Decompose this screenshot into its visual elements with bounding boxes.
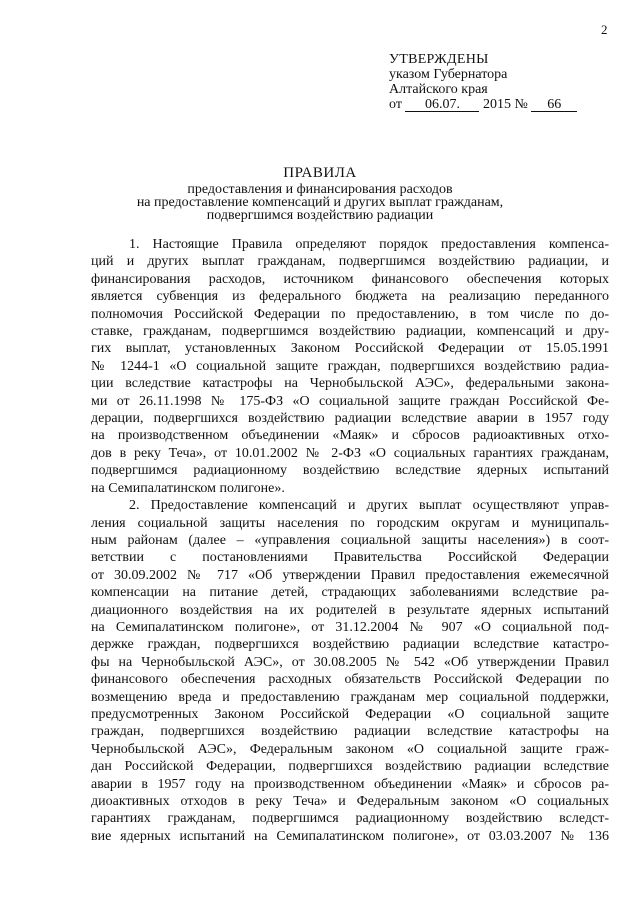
paragraph-line: ставке, гражданам, подвергшимся воздействию радиации, компенсаций и дру-	[91, 324, 609, 340]
page-number: 2	[601, 22, 608, 37]
approval-date-prefix: от	[389, 97, 402, 112]
paragraph-line: ций и других выплат гражданам, подвергшимся воздействию радиации, и	[91, 254, 609, 270]
paragraph-line: ветствии с постановлениями Правительства Российской Федерации	[91, 550, 609, 566]
paragraph-line: компенсации на питание детей, страдающих заболеваниями вследствие ра-	[91, 585, 609, 601]
paragraph-line: на Семипалатинском полигоне», от 31.12.2004 № 907 «О социальной под-	[91, 619, 609, 635]
approval-region: Алтайского края	[389, 82, 488, 97]
paragraph-line: гих выплат, установленных Законом Российской Федерации от 15.05.1991	[91, 341, 609, 357]
paragraph-line: является субвенция из федерального бюджета на реализацию переданного	[91, 289, 609, 305]
approval-heading: УТВЕРЖДЕНЫ	[389, 52, 489, 67]
approval-year: 2015 №	[482, 97, 528, 112]
paragraph-line: фы на Чернобыльской АЭС», от 30.08.2005 № 542 «Об утверждении Правил	[91, 654, 609, 670]
paragraph-line: возмещению вреда и предоставлению гражданам мер социальной поддержки,	[91, 689, 609, 705]
approval-issuer: указом Губернатора	[389, 67, 508, 82]
paragraph-line: финансирования расходов, источником финансового обеспечения которых	[91, 271, 609, 287]
paragraph-line: подвергшимся радиационному воздействию вследствие ядерных испытаний	[91, 463, 609, 479]
paragraph	[91, 497, 609, 845]
document-title	[0, 165, 640, 222]
paragraph-line: полномочия Российской Федерации по предоставлению, в том числе по до-	[91, 306, 609, 322]
paragraph-line: дан Российской Федерации, подвергшихся воздействию радиации вследствие	[91, 759, 609, 775]
paragraph-line: ным районам (далее – «управления социальной защиты населения») в соот-	[91, 532, 609, 548]
paragraph-line: гарантиях гражданам, подвергшимся радиационному воздействию вследст-	[91, 811, 609, 827]
paragraph-line: диационного воздействия на их родителей в результате ядерных испытаний	[91, 602, 609, 618]
paragraph-line: граждан, подвергшихся воздействию радиации вследствие катастрофы на	[91, 724, 609, 740]
paragraph-line: на Семипалатинском полигоне».	[91, 480, 285, 496]
paragraph-line: 2. Предоставление компенсаций и других выплат осуществляют управ-	[129, 498, 609, 514]
paragraph-line: финансового обеспечения расходных обязательств Российской Федерации по	[91, 672, 609, 688]
paragraph-line: дов в реку Теча», от 10.01.2002 № 2-ФЗ «О социальных гарантиях гражданам,	[91, 445, 609, 461]
approval-date-line	[389, 97, 577, 112]
paragraph-line: № 1244-1 «О социальной защите граждан, подвергшихся воздействию радиа-	[91, 358, 609, 374]
paragraph-line: ции вследствие катастрофы на Чернобыльской АЭС», федеральными законa-	[91, 376, 609, 392]
paragraph-line: от 30.09.2002 № 717 «Об утверждении Правил предоставления ежемесячной	[91, 567, 609, 583]
paragraph-line: Чернобыльской АЭС», Федеральным законом «О социальной защите граж-	[91, 741, 609, 757]
paragraph-line: ления социальной защиты населения по городским округам и муниципаль-	[91, 515, 609, 531]
paragraph-line: аварии в 1957 году на производственном объединении «Маяк» и сбросов ра-	[91, 776, 609, 792]
paragraph-line: держке граждан, подвергшихся воздействию радиации вследствие катастро-	[91, 637, 609, 653]
paragraph-line: вие ядерных испытаний на Семипалатинском полигоне», от 03.03.2007 № 136	[91, 828, 609, 844]
paragraph	[91, 236, 609, 497]
title-sub-2: на предоставление компенсаций и других выплат гражданам,	[136, 195, 504, 210]
paragraph-line: дерации, подвергшихся воздействию радиации вследствие аварии в 1957 году	[91, 411, 609, 427]
title-sub-1: предоставления и финансирования расходов	[187, 182, 453, 197]
paragraph-line: диоактивных отходов в реку Теча» и Федеральным законом «О социальных	[91, 794, 609, 809]
approval-number: 66	[531, 98, 577, 112]
approval-block	[389, 52, 577, 112]
title-sub-3: подвергшимся воздействию радиации	[206, 208, 434, 223]
paragraph-line: на производственном объединении «Маяк» и сбросов радиоактивных отхо-	[91, 428, 609, 444]
paragraph-line: предусмотренных Законом Российской Федерации «О социальной защите	[91, 706, 609, 722]
approval-date: 06.07.	[405, 98, 479, 112]
paragraph-line: 1. Настоящие Правила определяют порядок предоставления компенса-	[129, 237, 609, 252]
document-body	[91, 236, 609, 845]
title-main: ПРАВИЛА	[283, 165, 357, 181]
paragraph-line: ми от 26.11.1998 № 175-ФЗ «О социальной защите граждан Российской Фе-	[91, 393, 609, 409]
